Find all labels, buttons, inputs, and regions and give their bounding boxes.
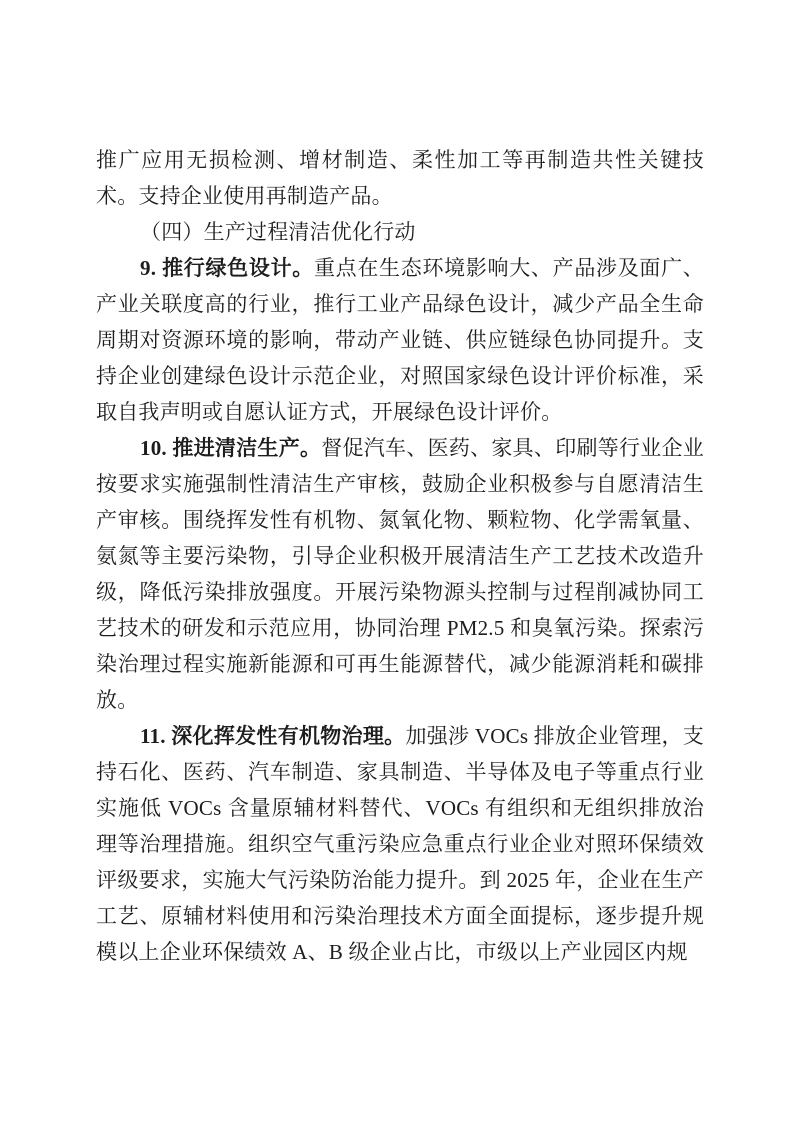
paragraph-lead: 9. 推行绿色设计。 bbox=[140, 256, 314, 280]
paragraph-lead: 11. 深化挥发性有机物治理。 bbox=[140, 724, 406, 748]
paragraph-text: 督促汽车、医药、家具、印刷等行业企业按要求实施强制性清洁生产审核，鼓励企业积极参与自愿清洁生产审核。围绕挥发性有机物、氮氧化物、颗粒物、化学需氧量、氨氮等主要污染物，引导企业积极开展清洁生产工艺技术改造升级，降低污染排放强度。开展污染物源头控制与过程削减协同工艺技术的研发和示范应用，协同治理 PM2.5 和臭氧污染。探索污染治理过程实施新能源和可再生能源替代，减少能源消耗和碳排放。 bbox=[96, 436, 704, 712]
paragraph-text: 推广应用无损检测、增材制造、柔性加工等再制造共性关键技术。支持企业使用再制造产品。 bbox=[96, 148, 704, 208]
paragraph-item-10 bbox=[96, 430, 704, 718]
paragraph-text: 重点在生态环境影响大、产品涉及面广、产业关联度高的行业，推行工业产品绿色设计，减少产品全生命周期对资源环境的影响，带动产业链、供应链绿色协同提升。支持企业创建绿色设计示范企业，对照国家绿色设计评价标准，采取自我声明或自愿认证方式，开展绿色设计评价。 bbox=[96, 256, 704, 424]
paragraph-item-9 bbox=[96, 250, 704, 430]
paragraph-item-11 bbox=[96, 718, 704, 970]
paragraph-lead: 10. 推进清洁生产。 bbox=[140, 436, 322, 460]
paragraph-text: 加强涉 VOCs 排放企业管理，支持石化、医药、汽车制造、家具制造、半导体及电子等重点行业实施低 VOCs 含量原辅材料替代、VOCs 有组织和无组织排放治理等治理措施。组织空气重污染应急重点行业企业对照环保绩效评级要求，实施大气污染防治能力提升。到 2025 年，企业在生产工艺、原辅材料使用和污染治理技术方面全面提标，逐步提升规模以上企业环保绩效 A、B 级企业占比，市级以上产业园区内规 bbox=[96, 724, 704, 964]
section-heading-text: （四）生产过程清洁优化行动 bbox=[140, 220, 416, 244]
paragraph-continuation bbox=[96, 142, 704, 214]
section-heading bbox=[96, 214, 704, 250]
document-text-block bbox=[96, 142, 704, 970]
